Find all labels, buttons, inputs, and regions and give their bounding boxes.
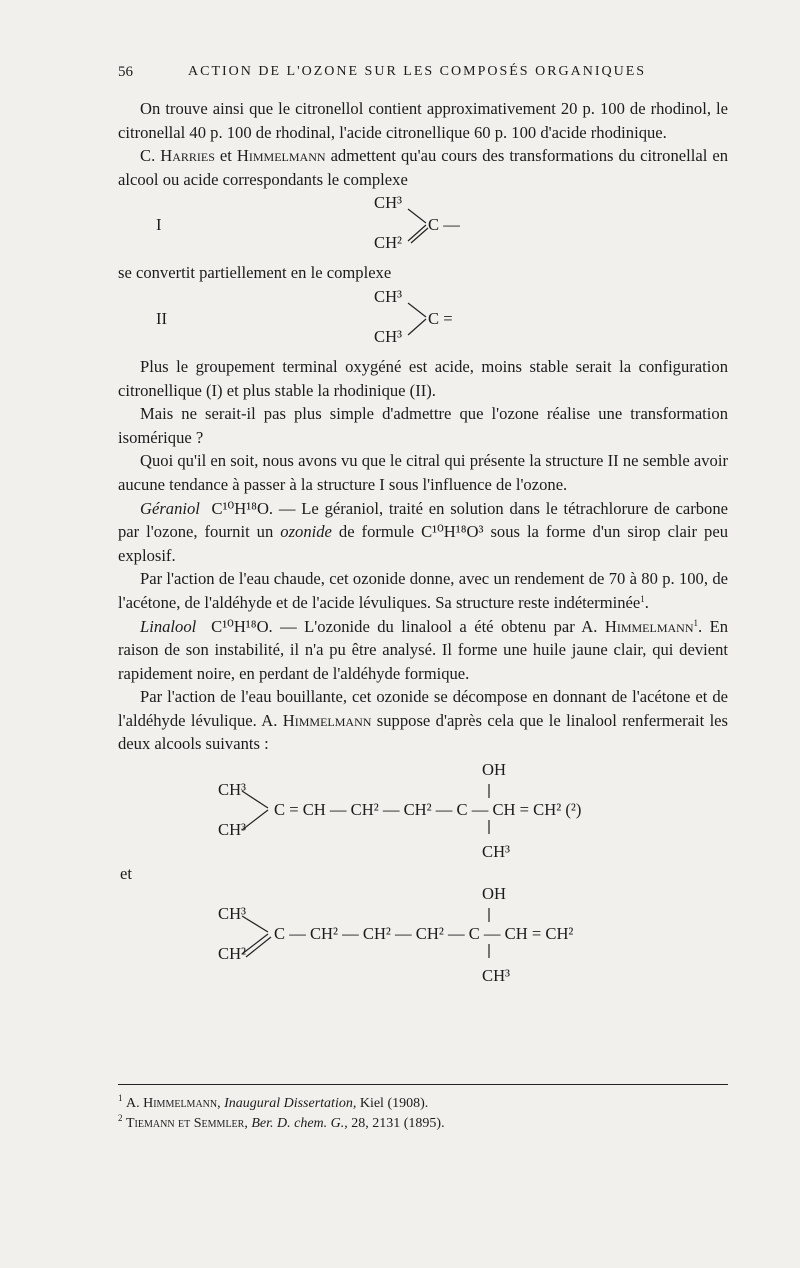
main-text bbox=[118, 97, 728, 988]
compound-formula: C¹⁰H¹⁸O. bbox=[211, 616, 273, 636]
text-fragment: . bbox=[644, 592, 649, 612]
text-fragment: Par l'action de l'eau bouillante, cet ozonide se décompose en donnant de l'acétone et de l'aldéhyde lévulique. A. bbox=[118, 687, 728, 730]
alcohol-structures bbox=[118, 756, 728, 988]
methyl-branch: CH³ bbox=[482, 966, 511, 986]
text-fragment: . En raison de son instabilité, il n'a pu être analysé. Il forme une huile jaune clair, qui devient rapidement noire, en perdant de l'aldéhyde formique. bbox=[118, 616, 729, 683]
footnote-mark: 1 bbox=[118, 1093, 123, 1103]
hydroxyl-group: OH bbox=[482, 884, 506, 904]
formula-complex-1 bbox=[118, 191, 728, 261]
footnote-work: Inaugural Dissertation, bbox=[224, 1096, 357, 1111]
bond-lines bbox=[406, 205, 430, 245]
footnote-divider bbox=[118, 1084, 728, 1085]
footnote-2 bbox=[118, 1114, 728, 1134]
hydroxyl-group: OH bbox=[482, 760, 506, 780]
paragraph-citronellol: On trouve ainsi que le citronellol contient approximativement 20 p. 100 de rhodinol, le citronellal 40 p. 100 de rhodinal, l'acide citronellique 60 p. 100 d'acide rhodinique. bbox=[118, 99, 728, 142]
formula-right: C — bbox=[428, 215, 460, 235]
formula-right: C = bbox=[428, 308, 453, 328]
text-fragment: admettent qu'au cours des transformations du citronellal en alcool ou acide correspondants le complexe bbox=[118, 146, 729, 189]
formula-bottom: CH² bbox=[374, 233, 403, 253]
author-himmelmann: Himmelmann bbox=[604, 616, 694, 636]
compound-name: Linalool bbox=[140, 616, 197, 636]
paragraph-linalool bbox=[118, 615, 728, 686]
text-fragment: — Le géraniol, traité en solution dans le tétrachlorure de carbone par l'ozone, fournit un bbox=[118, 498, 728, 542]
footnote-author: A. Himmelmann, bbox=[126, 1096, 221, 1111]
formula-complex-2 bbox=[118, 285, 728, 355]
footnote-ref: 1 bbox=[693, 617, 698, 628]
formula-bottom: CH³ bbox=[374, 326, 403, 346]
paragraph-terminal: Plus le groupement terminal oxygéné est acide, moins stable serait la configuration citronellique (I) et plus stable la rhodinique (II). bbox=[118, 356, 728, 400]
carbon-chain: C = CH — CH² — CH² — C — CH = CH² (²) bbox=[274, 800, 582, 820]
compound-formula: C¹⁰H¹⁸O. bbox=[211, 498, 274, 518]
footnote-mark: 2 bbox=[118, 1113, 123, 1123]
paragraph-boiling-water bbox=[118, 685, 728, 756]
paragraph-geraniol bbox=[118, 497, 728, 568]
footnote-details: Kiel (1908). bbox=[359, 1096, 429, 1111]
methyl-top: CH³ bbox=[218, 904, 247, 924]
methyl-branch: CH³ bbox=[482, 842, 511, 862]
footnote-author: Tiemann et Semmler, bbox=[126, 1116, 248, 1131]
paragraph-hot-water bbox=[118, 567, 728, 614]
conjunction-et: et bbox=[120, 864, 132, 884]
term-ozonide: ozonide bbox=[280, 522, 332, 542]
running-title: ACTION DE L'OZONE SUR LES COMPOSÉS ORGANIQUES bbox=[188, 64, 647, 79]
bond-lines bbox=[406, 299, 430, 339]
formula-label: I bbox=[156, 215, 162, 235]
footnote-work: Ber. D. chem. G., bbox=[251, 1116, 348, 1131]
paragraph-citral: Quoi qu'il en soit, nous avons vu que le citral qui présente la structure II ne semble avoir aucune tendance à passer à la structure I sous l'influence de l'ozone. bbox=[118, 451, 728, 494]
footnote-ref: 1 bbox=[640, 593, 645, 604]
paragraph-harries bbox=[118, 144, 728, 191]
carbon-chain: C — CH² — CH² — CH² — C — CH = CH² bbox=[274, 924, 574, 944]
text-fragment: — L'ozonide du linalool a été obtenu par A. bbox=[272, 616, 605, 636]
formula-label: II bbox=[156, 308, 168, 328]
footnote-details: 28, 2131 (1895). bbox=[351, 1116, 445, 1131]
text-fragment: Par l'action de l'eau chaude, cet ozonide donne, avec un rendement de 70 à 80 p. 100, de l'acétone, de l'aldéhyde et de l'acide lévuliques. Sa structure reste indéterminée bbox=[118, 569, 728, 612]
page-number: 56 bbox=[118, 64, 133, 80]
formula-top: CH³ bbox=[374, 286, 403, 306]
formula-top: CH³ bbox=[374, 193, 403, 213]
footnote-1 bbox=[118, 1094, 728, 1114]
paragraph-isomeric: Mais ne serait-il pas plus simple d'admettre que l'ozone réalise une transformation isomérique ? bbox=[118, 404, 728, 447]
compound-name: Géraniol bbox=[140, 498, 200, 518]
author-himmelmann: Himmelmann bbox=[236, 146, 326, 166]
text-fragment: C. bbox=[140, 146, 161, 166]
methyl-top: CH³ bbox=[218, 780, 247, 800]
author-himmelmann: Himmelmann bbox=[282, 710, 372, 730]
text-fragment: de formule C¹⁰H¹⁸O³ sous la forme d'un sirop clair peu explosif. bbox=[118, 522, 728, 565]
footnotes bbox=[118, 1094, 728, 1134]
paragraph-convert: se convertit partiellement en le complexe bbox=[118, 263, 392, 283]
author-harries: Harries bbox=[160, 146, 215, 166]
methyl-bottom: CH³ bbox=[218, 820, 247, 840]
text-fragment: et bbox=[214, 146, 237, 166]
methylene-bottom: CH² bbox=[218, 944, 247, 964]
bond-lines bbox=[118, 756, 728, 988]
text-fragment: suppose d'après cela que le linalool renfermerait les deux alcools suivants : bbox=[118, 710, 728, 754]
